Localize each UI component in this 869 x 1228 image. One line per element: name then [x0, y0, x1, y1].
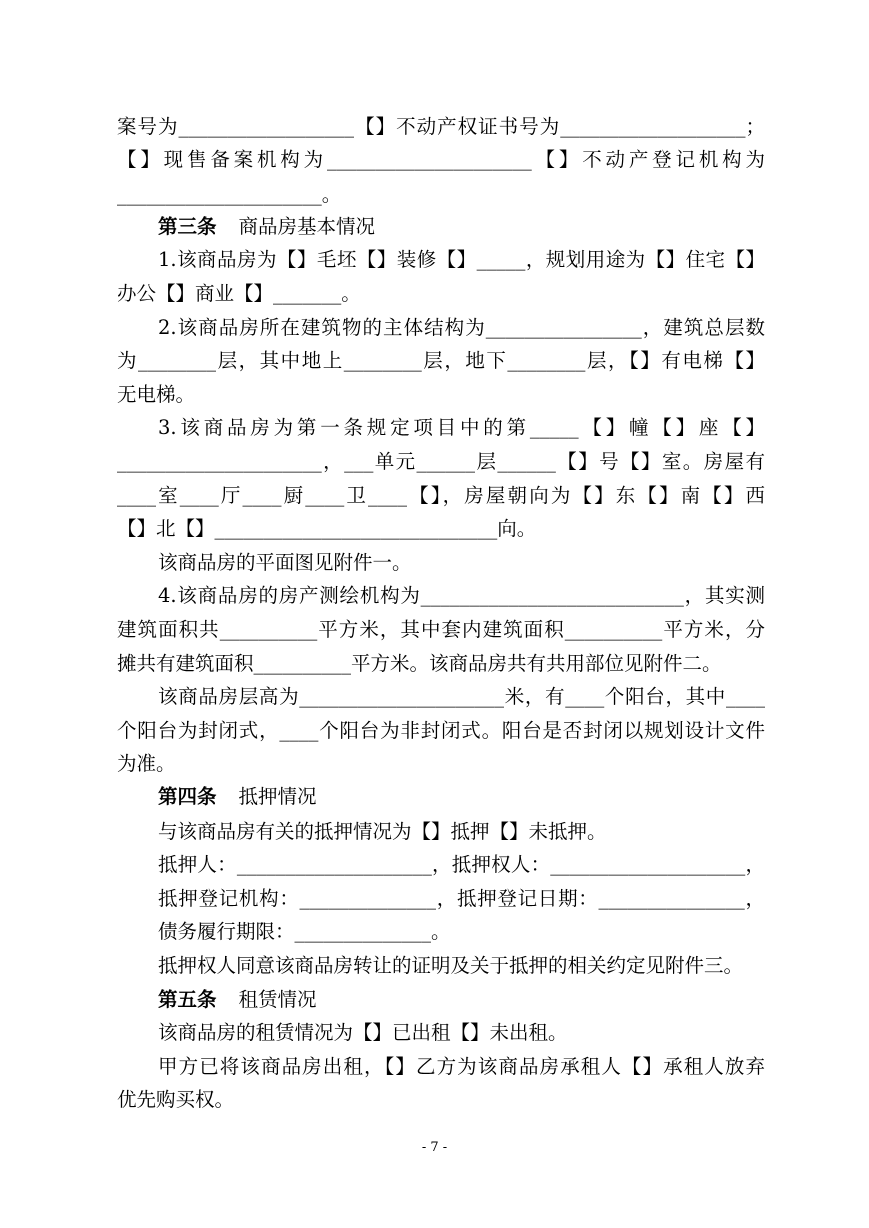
- text-line: 摊共有建筑面积__________平方米。该商品房共有共用部位见附件二。: [117, 652, 722, 675]
- text-line: 该商品房的租赁情况为【】已出租【】未出租。: [158, 1021, 568, 1044]
- page-number: - 7 -: [421, 1140, 448, 1155]
- text-line: 办公【】商业【】_______。: [117, 282, 361, 305]
- text-line: 2.该商品房所在建筑物的主体结构为________________，建筑总层数: [158, 316, 765, 339]
- text-line: 优先购买权。: [117, 1088, 235, 1111]
- text-line: 抵押人：____________________，抵押权人：____________________，: [158, 853, 765, 876]
- text-line: 债务履行期限：______________。: [158, 920, 451, 943]
- section-heading-4: [158, 780, 765, 814]
- text-line: ____室____厅____厨____卫____【】，房屋朝向为【】东【】南【】西: [117, 484, 765, 507]
- text-line: 抵押登记机构：______________，抵押登记日期：_______________，: [158, 887, 765, 910]
- text-line: 与该商品房有关的抵押情况为【】抵押【】未抵押。: [158, 820, 607, 843]
- text-line: 【】现售备案机构为_____________________【】不动产登记机构为: [117, 148, 765, 171]
- text-line: 个阳台为封闭式，____个阳台为非封闭式。阳台是否封闭以规划设计文件: [117, 719, 765, 742]
- text-line: 抵押权人同意该商品房转让的证明及关于抵押的相关约定见附件三。: [158, 954, 744, 977]
- section-heading-3: [158, 210, 765, 244]
- text-line: 甲方已将该商品房出租，【】乙方为该商品房承租人【】承租人放弃: [158, 1055, 765, 1078]
- section-title: 抵押情况: [238, 785, 317, 808]
- section-number: 第四条: [158, 785, 217, 808]
- text-line: 4.该商品房的房产测绘机构为___________________________，其实测: [158, 584, 765, 607]
- text-line: 1.该商品房为【】毛坯【】装修【】_____，规划用途为【】住宅【】: [158, 248, 765, 271]
- text-line: 该商品房层高为_____________________米，有____个阳台，其中____: [158, 685, 765, 708]
- text-line: 为________层，其中地上________层，地下________层，【】有电梯【】: [117, 349, 765, 372]
- text-line: 无电梯。: [117, 383, 196, 406]
- text-line: 该商品房的平面图见附件一。: [158, 551, 412, 574]
- section-title: 租赁情况: [238, 988, 317, 1011]
- section-number: 第五条: [158, 988, 217, 1011]
- section-heading-5: [158, 983, 765, 1017]
- text-line: 建筑面积共__________平方米，其中套内建筑面积__________平方米，分: [117, 618, 765, 641]
- text-line: _____________________。: [117, 183, 342, 206]
- text-line: 3.该商品房为第一条规定项目中的第_____【】幢【】座【】: [158, 416, 765, 439]
- text-line: 为准。: [117, 752, 176, 775]
- text-line: _____________________，___单元______层______【】号【】室。房屋有: [117, 450, 765, 473]
- text-line: 【】北【】_____________________________向。: [117, 517, 537, 540]
- text-line: 案号为__________________【】不动产权证书号为___________________；: [117, 115, 765, 138]
- section-title: 商品房基本情况: [238, 215, 376, 238]
- section-number: 第三条: [158, 215, 217, 238]
